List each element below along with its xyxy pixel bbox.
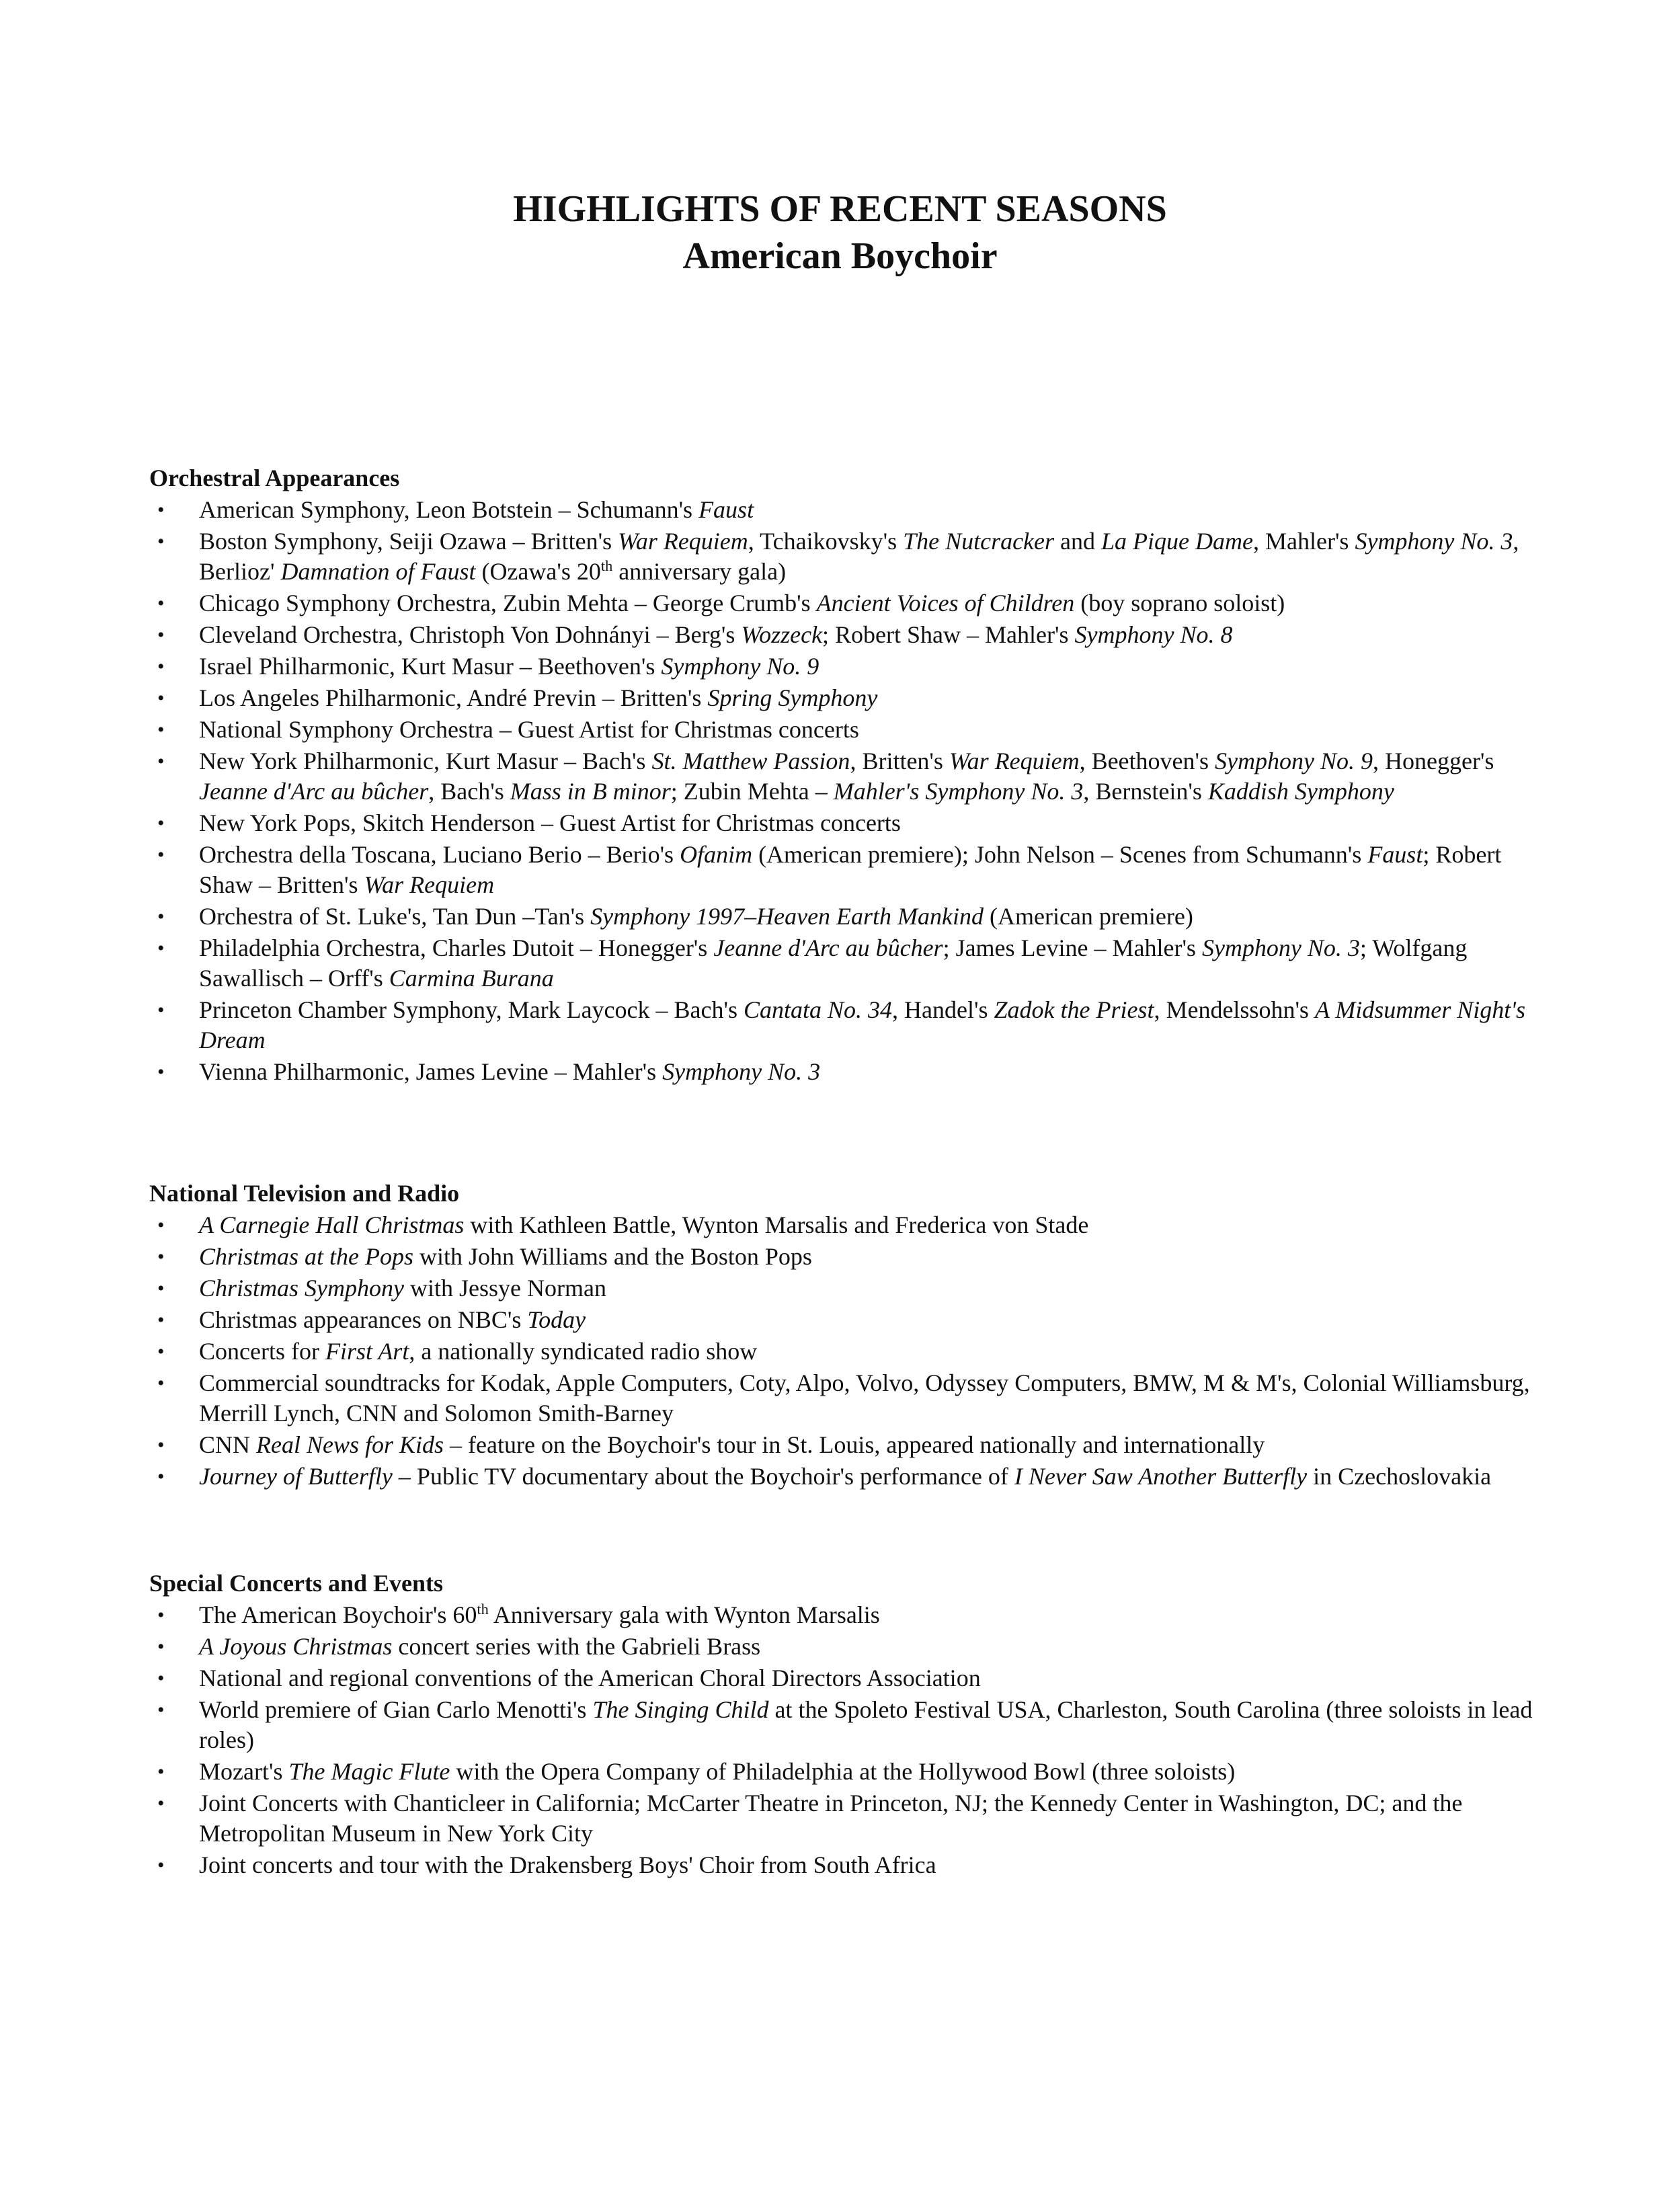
item-text: Commercial soundtracks for Kodak, Apple Computers, Coty, Alpo, Volvo, Odyssey Computers, BMW, M & M's, Colonial Williamsburg, Merrill Lynch, CNN and Solomon Smith-Barney (199, 1369, 1530, 1427)
work-title: Symphony No. 9 (661, 653, 819, 680)
item-text: ; Robert Shaw – Britten's (199, 841, 1502, 898)
document-title: HIGHLIGHTS OF RECENT SEASONS (513, 188, 1167, 230)
bullet-icon: • (157, 750, 165, 772)
list-item (149, 588, 1534, 618)
section-heading: Orchestral Appearances (149, 465, 400, 491)
item-text: (American premiere); John Nelson – Scenes from Schumann's (752, 841, 1368, 868)
item-text: , Beethoven's (1079, 748, 1215, 774)
list-item (149, 715, 1534, 745)
list-item (149, 1632, 1534, 1662)
bullet-icon: • (157, 1761, 165, 1783)
work-title: Spring Symphony (707, 684, 878, 711)
list-item (149, 1368, 1534, 1429)
bullet-icon: • (157, 1792, 165, 1814)
list-item (149, 495, 1534, 525)
work-title: First Art (325, 1338, 409, 1365)
item-text: with John Williams and the Boston Pops (413, 1243, 812, 1270)
item-text: with Jessye Norman (404, 1275, 606, 1302)
list-item (149, 1305, 1534, 1335)
item-text: Joint Concerts with Chanticleer in California; McCarter Theatre in Princeton, NJ; the Kennedy Center in Washington, DC; and the Metropolitan Museum in New York City (199, 1790, 1463, 1847)
item-text: Israel Philharmonic, Kurt Masur – Beethoven's (199, 653, 662, 680)
bullet-icon: • (157, 1309, 165, 1331)
list-item (149, 840, 1534, 900)
item-text: , Tchaikovsky's (748, 528, 904, 555)
work-title: Wozzeck (741, 621, 823, 648)
work-title: War Requiem (618, 528, 748, 555)
item-text: – feature on the Boychoir's tour in St. Louis, appeared nationally and internationally (444, 1431, 1265, 1458)
section-national-television-and-radio (149, 1178, 1534, 1493)
work-title: Symphony No. 3 (662, 1058, 821, 1085)
item-text: ; Zubin Mehta – (670, 778, 834, 805)
bullet-icon: • (157, 530, 165, 553)
item-text: CNN (199, 1431, 257, 1458)
work-title: The Magic Flute (288, 1758, 450, 1785)
item-text: – Public TV documentary about the Boychoir's performance of (392, 1463, 1014, 1490)
list-item (149, 902, 1534, 932)
item-text: anniversary gala) (612, 558, 787, 585)
work-title: Real News for Kids (256, 1431, 444, 1458)
bullet-icon: • (157, 1372, 165, 1394)
bullet-icon: • (157, 1604, 165, 1626)
item-text: , Honegger's (1372, 748, 1494, 774)
work-title: Ofanim (680, 841, 753, 868)
list-item (149, 1430, 1534, 1460)
list-item (149, 995, 1534, 1055)
item-text: National Symphony Orchestra – Guest Artist for Christmas concerts (199, 716, 859, 743)
list-item (149, 933, 1534, 994)
list-item (149, 526, 1534, 587)
work-title: War Requiem (364, 871, 495, 898)
section-heading: Special Concerts and Events (149, 1570, 444, 1597)
item-text: Mozart's (199, 1758, 289, 1785)
work-title: War Requiem (949, 748, 1080, 774)
item-text: , Bernstein's (1083, 778, 1208, 805)
bullet-icon: • (157, 499, 165, 521)
bullet-icon: • (157, 1636, 165, 1658)
list-item (149, 1757, 1534, 1787)
item-text: in Czechoslovakia (1307, 1463, 1492, 1490)
list-item (149, 746, 1534, 807)
work-title: St. Matthew Passion (651, 748, 850, 774)
bullet-list (149, 1210, 1534, 1492)
work-title: Today (527, 1306, 586, 1333)
bullet-icon: • (157, 1434, 165, 1456)
work-title: A Carnegie Hall Christmas (199, 1211, 465, 1238)
bullet-icon: • (157, 1699, 165, 1721)
bullet-icon: • (157, 999, 165, 1021)
item-text: , Britten's (850, 748, 949, 774)
list-item (149, 620, 1534, 650)
work-title: A Midsummer Night's Dream (199, 996, 1525, 1053)
list-item (149, 1663, 1534, 1693)
bullet-icon: • (157, 812, 165, 834)
work-title: Faust (698, 496, 754, 523)
item-text: ; Robert Shaw – Mahler's (822, 621, 1075, 648)
bullet-icon: • (157, 1061, 165, 1083)
item-text: , Berlioz' (199, 528, 1519, 585)
work-title: La Pique Dame (1101, 528, 1253, 555)
item-text: with Kathleen Battle, Wynton Marsalis and Frederica von Stade (464, 1211, 1089, 1238)
list-item (149, 808, 1534, 838)
bullet-icon: • (157, 592, 165, 614)
work-title: I Never Saw Another Butterfly (1014, 1463, 1308, 1490)
item-text: , Handel's (892, 996, 994, 1023)
list-item (149, 1273, 1534, 1304)
item-text: The American Boychoir's 60 (199, 1601, 477, 1628)
item-text: Anniversary gala with Wynton Marsalis (488, 1601, 880, 1628)
section-heading: National Television and Radio (149, 1180, 460, 1207)
document-subtitle: American Boychoir (682, 235, 998, 277)
bullet-icon: • (157, 1214, 165, 1236)
item-text: Los Angeles Philharmonic, André Previn – Britten's (199, 684, 708, 711)
list-item (149, 1210, 1534, 1240)
work-title: Symphony No. 9 (1215, 748, 1373, 774)
bullet-list (149, 1600, 1534, 1880)
list-item (149, 1336, 1534, 1367)
bullet-icon: • (157, 1667, 165, 1689)
work-title: The Singing Child (592, 1696, 769, 1723)
list-item (149, 651, 1534, 682)
work-title: Carmina Burana (389, 965, 554, 992)
bullet-icon: • (157, 1466, 165, 1488)
item-text: Orchestra of St. Luke's, Tan Dun –Tan's (199, 903, 591, 930)
item-text: Chicago Symphony Orchestra, Zubin Mehta – George Crumb's (199, 590, 817, 616)
item-text: (Ozawa's 20 (475, 558, 601, 585)
list-item (149, 683, 1534, 713)
list-item (149, 1850, 1534, 1880)
item-text: Princeton Chamber Symphony, Mark Laycock – Bach's (199, 996, 744, 1023)
item-text: Concerts for (199, 1338, 325, 1365)
item-text: Boston Symphony, Seiji Ozawa – Britten's (199, 528, 618, 555)
work-title: Faust (1367, 841, 1423, 868)
item-text: Orchestra della Toscana, Luciano Berio – Berio's (199, 841, 680, 868)
work-title: Jeanne d'Arc au bûcher (199, 778, 429, 805)
work-title: Christmas at the Pops (199, 1243, 414, 1270)
bullet-icon: • (157, 1246, 165, 1268)
bullet-icon: • (157, 1341, 165, 1363)
bullet-icon: • (157, 655, 165, 678)
list-item (149, 1600, 1534, 1630)
list-item (149, 1788, 1534, 1849)
item-text: , a nationally syndicated radio show (409, 1338, 758, 1365)
bullet-icon: • (157, 1277, 165, 1300)
list-item (149, 1242, 1534, 1272)
item-text: Vienna Philharmonic, James Levine – Mahler's (199, 1058, 663, 1085)
item-text: Joint concerts and tour with the Drakensberg Boys' Choir from South Africa (199, 1851, 936, 1878)
bullet-icon: • (157, 719, 165, 741)
bullet-icon: • (157, 906, 165, 928)
item-text: , Bach's (428, 778, 510, 805)
bullet-icon: • (157, 937, 165, 959)
work-title: The Nutcracker (903, 528, 1055, 555)
work-title: Cantata No. 34 (743, 996, 893, 1023)
item-text: World premiere of Gian Carlo Menotti's (199, 1696, 593, 1723)
list-item (149, 1462, 1534, 1492)
work-title: Christmas Symphony (199, 1275, 404, 1302)
item-text: and (1054, 528, 1102, 555)
work-title: Symphony No. 8 (1074, 621, 1233, 648)
item-text: New York Pops, Skitch Henderson – Guest Artist for Christmas concerts (199, 809, 901, 836)
work-title: Zadok the Priest (994, 996, 1154, 1023)
bullet-icon: • (157, 844, 165, 866)
bullet-icon: • (157, 624, 165, 646)
item-text: Christmas appearances on NBC's (199, 1306, 528, 1333)
item-text: Philadelphia Orchestra, Charles Dutoit – Honegger's (199, 934, 714, 961)
bullet-list (149, 495, 1534, 1087)
work-title: Symphony 1997–Heaven Earth Mankind (590, 903, 984, 930)
item-text: Cleveland Orchestra, Christoph Von Dohnányi – Berg's (199, 621, 742, 648)
item-text: New York Philharmonic, Kurt Masur – Bach's (199, 748, 652, 774)
work-title: Kaddish Symphony (1207, 778, 1394, 805)
section-special-concerts-and-events (149, 1568, 1534, 1882)
item-text: , Mahler's (1252, 528, 1355, 555)
work-title: Mass in B minor (510, 778, 671, 805)
work-title: Damnation of Faust (280, 558, 476, 585)
item-text: at the Spoleto Festival USA, Charleston, South Carolina (three soloists in lead roles) (199, 1696, 1533, 1753)
list-item (149, 1057, 1534, 1087)
item-text: National and regional conventions of the American Choral Directors Association (199, 1665, 981, 1691)
ordinal-suffix: th (477, 1601, 489, 1617)
item-text: ; Wolfgang Sawallisch – Orff's (199, 934, 1468, 992)
ordinal-suffix: th (600, 557, 613, 574)
work-title: Symphony No. 3 (1355, 528, 1513, 555)
bullet-icon: • (157, 687, 165, 709)
work-title: Symphony No. 3 (1201, 934, 1360, 961)
item-text: (American premiere) (984, 903, 1193, 930)
work-title: Mahler's Symphony No. 3 (833, 778, 1084, 805)
item-text: ; James Levine – Mahler's (943, 934, 1202, 961)
work-title: Ancient Voices of Children (816, 590, 1075, 616)
item-text: with the Opera Company of Philadelphia at the Hollywood Bowl (three soloists) (450, 1758, 1236, 1785)
section-orchestral-appearances (149, 463, 1534, 1088)
list-item (149, 1695, 1534, 1755)
item-text: , Mendelssohn's (1154, 996, 1315, 1023)
bullet-icon: • (157, 1854, 165, 1876)
item-text: (boy soprano soloist) (1074, 590, 1285, 616)
item-text: American Symphony, Leon Botstein – Schumann's (199, 496, 699, 523)
item-text: concert series with the Gabrieli Brass (392, 1633, 761, 1660)
work-title: Jeanne d'Arc au bûcher (713, 934, 943, 961)
work-title: A Joyous Christmas (199, 1633, 393, 1660)
work-title: Journey of Butterfly (199, 1463, 393, 1490)
